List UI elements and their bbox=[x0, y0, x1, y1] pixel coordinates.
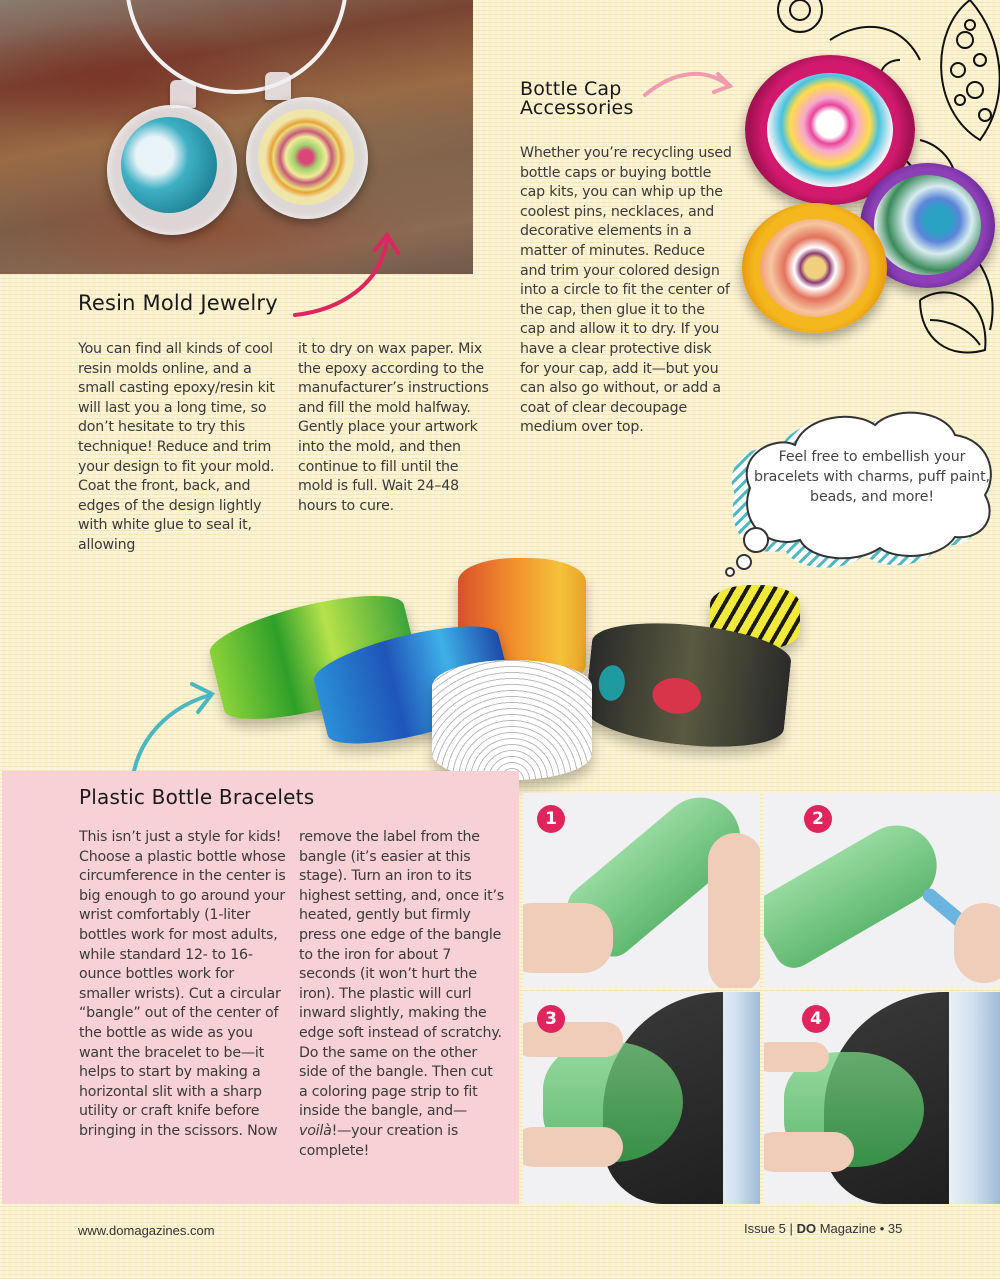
resin-body-2: it to dry on wax paper. Mix the epoxy according to the manufacturer’s instructions and fill the mold halfway. Gently place your artwork into the mold, and then continue to fill until the mold is full. Wait 24–48 hours to cure. bbox=[298, 341, 489, 514]
bracelets-column-2 bbox=[299, 828, 504, 1161]
step-photo-3 bbox=[523, 992, 760, 1204]
bracelets-body-2-end: !—your creation is complete! bbox=[299, 1122, 459, 1159]
footer-website[interactable]: www.domagazines.com bbox=[78, 1223, 215, 1238]
step-badge-4: 4 bbox=[802, 1005, 830, 1033]
bottle-cap-column bbox=[520, 144, 732, 438]
footer-issue: Issue 5 bbox=[744, 1221, 786, 1236]
pendant-bail-left bbox=[170, 80, 196, 108]
resin-column-1 bbox=[78, 340, 283, 556]
bracelets-body-2 bbox=[299, 828, 504, 1161]
bottle-cap-body: Whether you’re recycling used bottle caps or buying bottle cap kits, you can whip up the coolest pins, necklaces, and decorative elements in a matter of minutes. Reduce and trim your colored design into a circle to fit the center of the cap, then glue it to the cap and allow it to dry. If you have a clear protective disk for your cap, add it—but you can also go without, or add a coat of clear decoupage medium over top. bbox=[520, 145, 732, 436]
step-badge-2: 2 bbox=[804, 805, 832, 833]
bottle-cap-title-line-1: Bottle Cap bbox=[520, 78, 622, 100]
pink-arrow-icon bbox=[290, 225, 410, 325]
hand bbox=[954, 903, 1000, 983]
pendant-blue-flower bbox=[107, 105, 237, 235]
bracelets-body-1: This isn’t just a style for kids! Choose a plastic bottle whose circumference in the center is big enough to go around your wrist comfortably (1-liter bottles work for most adults, while standard 12- to 16-ounce bottles work for smaller wrists). Cut a circular “bangle” out of the center of the bottle as wide as you want the bracelet to be—it helps to start by making a horizontal slit with a sharp utility or craft knife before bringing in the scissors. Now bbox=[79, 829, 286, 1139]
hand bbox=[523, 1022, 623, 1057]
hand bbox=[523, 1127, 623, 1167]
footer-issue-info bbox=[744, 1221, 902, 1236]
thought-bubble-text: Feel free to embellish your bracelets with charms, puff paint, beads, and more! bbox=[754, 449, 990, 505]
footer-bullet: • bbox=[879, 1221, 885, 1236]
pink-curved-arrow-icon bbox=[640, 60, 740, 110]
bracelets-photo bbox=[200, 540, 800, 780]
resin-column-2 bbox=[298, 340, 490, 516]
voila-italic: voilà bbox=[299, 1122, 332, 1139]
resin-title: Resin Mold Jewelry bbox=[78, 291, 278, 315]
bottle-cap-title bbox=[520, 80, 634, 118]
step-badge-3: 3 bbox=[537, 1005, 565, 1033]
pendant-mandala bbox=[246, 97, 368, 219]
bottle-cap-sun bbox=[742, 203, 887, 333]
step-badge-1: 1 bbox=[537, 805, 565, 833]
step-photo-1 bbox=[523, 793, 760, 988]
hand bbox=[764, 1042, 829, 1072]
bracelets-column-1 bbox=[79, 828, 289, 1142]
step-photo-4 bbox=[764, 992, 1000, 1204]
footer-brand: DO bbox=[796, 1221, 817, 1236]
bottle-cap-title-line-2: Accessories bbox=[520, 97, 634, 119]
resin-body-1: You can find all kinds of cool resin molds online, and a small casting epoxy/resin kit will last you a long time, so don’t hesitate to try this technique! Reduce and trim your design to fit your mold. Coat the front, back, and edges of the design lightly with white glue to seal it, allowing bbox=[78, 341, 275, 553]
hand bbox=[764, 1132, 854, 1172]
hand bbox=[523, 903, 613, 973]
necklace-cord bbox=[125, 0, 348, 94]
footer-page-number: 35 bbox=[887, 1221, 903, 1236]
bangle-white-zentangle bbox=[432, 660, 592, 780]
footer-separator: | bbox=[789, 1221, 793, 1236]
bracelets-body-2-text: remove the label from the bangle (it’s easier at this stage). Turn an iron to its highest setting, and, once it’s heated, gently but firmly press one edge of the bangle to the iron for about 7 seconds (it won’t hurt the iron). The plastic will curl inward slightly, making the edge soft instead of scratchy. Do the same on the other side of the bangle. Then cut a coloring page strip to fit inside the bangle, and— bbox=[299, 829, 504, 1120]
pendant-bail-right bbox=[265, 72, 291, 100]
step-photo-2 bbox=[764, 793, 1000, 988]
hand bbox=[708, 833, 760, 988]
bracelets-title: Plastic Bottle Bracelets bbox=[79, 785, 315, 809]
footer-magazine: Magazine bbox=[819, 1221, 877, 1236]
